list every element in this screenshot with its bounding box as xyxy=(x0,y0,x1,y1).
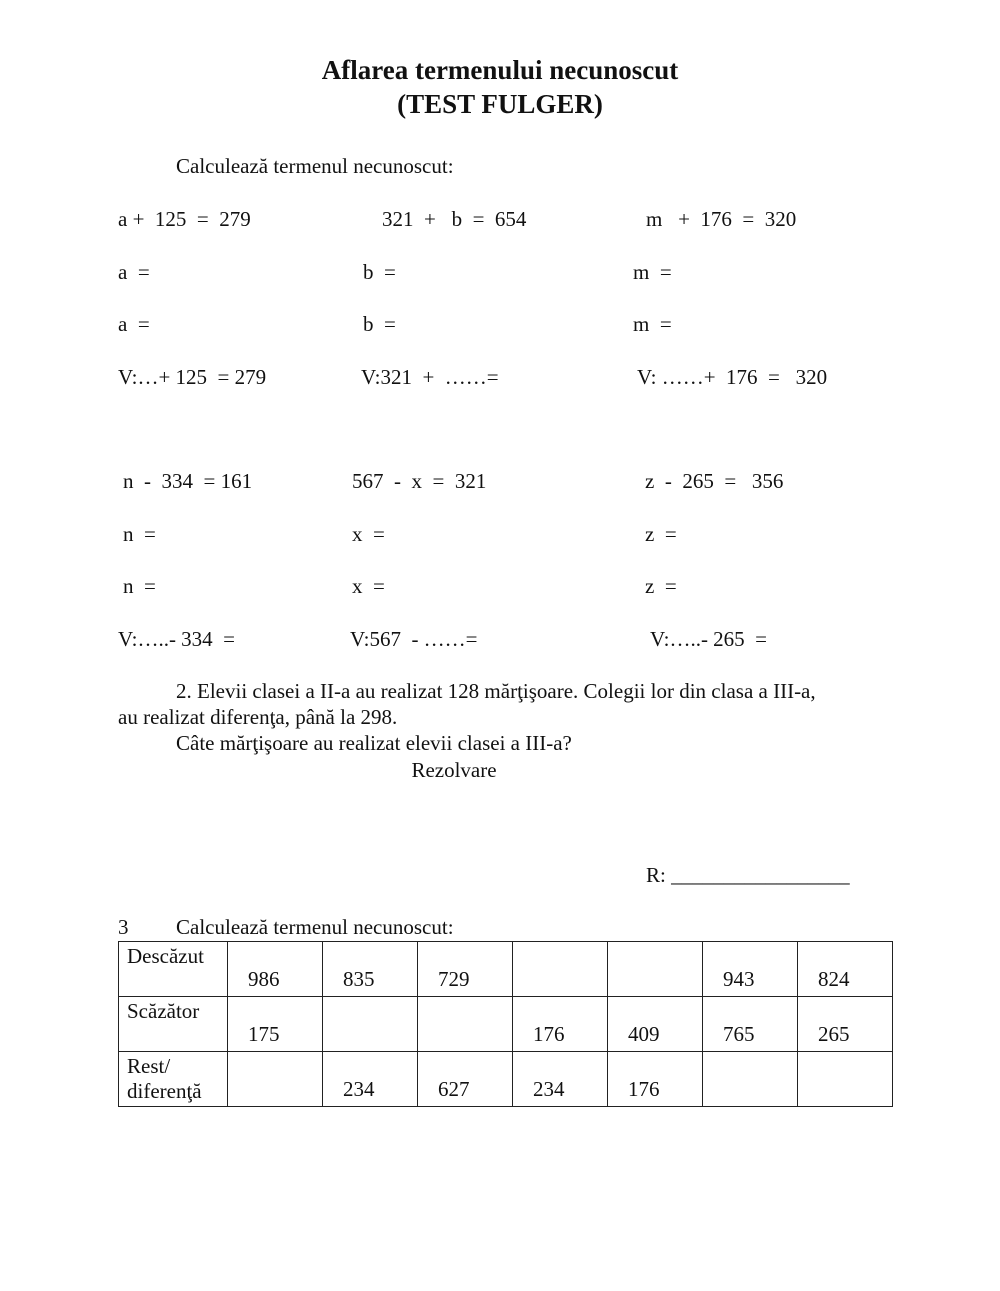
answer-b-step1: b = xyxy=(363,260,396,284)
problem-line1: 2. Elevii clasei a II-a au realizat 128 mărţişoare. Colegii lor din clasa a III-a, xyxy=(176,679,816,703)
row-header: Scăzător xyxy=(119,997,228,1052)
answer-x-step2: x = xyxy=(352,574,385,598)
problem-question: Câte mărţişoare au realizat elevii clasei a III-a? xyxy=(176,731,572,755)
problem-line2: au realizat diferenţa, până la 298. xyxy=(118,705,398,729)
table-cell xyxy=(323,997,418,1052)
table-cell: 943 xyxy=(703,942,798,997)
table-cell: 729 xyxy=(418,942,513,997)
table-cell xyxy=(608,942,703,997)
table-cell: 409 xyxy=(608,997,703,1052)
equation-a: a + 125 = 279 xyxy=(118,207,251,231)
resolution-label: Rezolvare xyxy=(411,758,497,782)
table-cell: 265 xyxy=(798,997,893,1052)
verification-z: V:…..- 265 = xyxy=(650,627,768,651)
equation-x: 567 - x = 321 xyxy=(352,469,487,493)
equation-m: m + 176 = 320 xyxy=(646,207,797,231)
table-cell xyxy=(703,1052,798,1107)
verification-a: V:…+ 125 = 279 xyxy=(118,365,267,389)
table-cell xyxy=(798,1052,893,1107)
equation-n: n - 334 = 161 xyxy=(123,469,253,493)
table-row-rest xyxy=(119,1052,893,1107)
answer-b-step2: b = xyxy=(363,312,396,336)
table-row-scazator xyxy=(119,997,893,1052)
answer-a-step2: a = xyxy=(118,312,150,336)
answer-m-step1: m = xyxy=(633,260,672,284)
table-cell xyxy=(513,942,608,997)
table-cell: 176 xyxy=(608,1052,703,1107)
answer-z-step1: z = xyxy=(645,522,677,546)
answer-z-step2: z = xyxy=(645,574,677,598)
table-cell xyxy=(418,997,513,1052)
row-header: Descăzut xyxy=(119,942,228,997)
table-cell xyxy=(228,1052,323,1107)
verification-m: V: ……+ 176 = 320 xyxy=(637,365,828,389)
table-cell: 835 xyxy=(323,942,418,997)
equation-b: 321 + b = 654 xyxy=(382,207,527,231)
verification-b: V:321 + ……= xyxy=(361,365,499,389)
exercise1-instruction: Calculează termenul necunoscut: xyxy=(176,154,454,178)
table-cell: 176 xyxy=(513,997,608,1052)
subtraction-table xyxy=(118,941,893,1107)
table-cell: 175 xyxy=(228,997,323,1052)
table-cell: 765 xyxy=(703,997,798,1052)
exercise3-instruction: Calculează termenul necunoscut: xyxy=(176,915,454,939)
answer-n-step1: n = xyxy=(123,522,156,546)
answer-line: R: _________________ xyxy=(646,863,850,887)
verification-n: V:…..- 334 = xyxy=(118,627,236,651)
page-subtitle: (TEST FULGER) xyxy=(397,89,603,119)
answer-x-step1: x = xyxy=(352,522,385,546)
answer-n-step2: n = xyxy=(123,574,156,598)
table-cell: 627 xyxy=(418,1052,513,1107)
exercise3-number: 3 xyxy=(118,915,129,939)
equation-z: z - 265 = 356 xyxy=(645,469,784,493)
table-cell: 234 xyxy=(513,1052,608,1107)
verification-x: V:567 - ……= xyxy=(350,627,478,651)
table-cell: 824 xyxy=(798,942,893,997)
answer-a-step1: a = xyxy=(118,260,150,284)
table-cell: 234 xyxy=(323,1052,418,1107)
page-title: Aflarea termenului necunoscut xyxy=(321,55,679,85)
row-header: Rest/ diferenţă xyxy=(119,1052,228,1107)
table-cell: 986 xyxy=(228,942,323,997)
table-row-descazut xyxy=(119,942,893,997)
answer-m-step2: m = xyxy=(633,312,672,336)
